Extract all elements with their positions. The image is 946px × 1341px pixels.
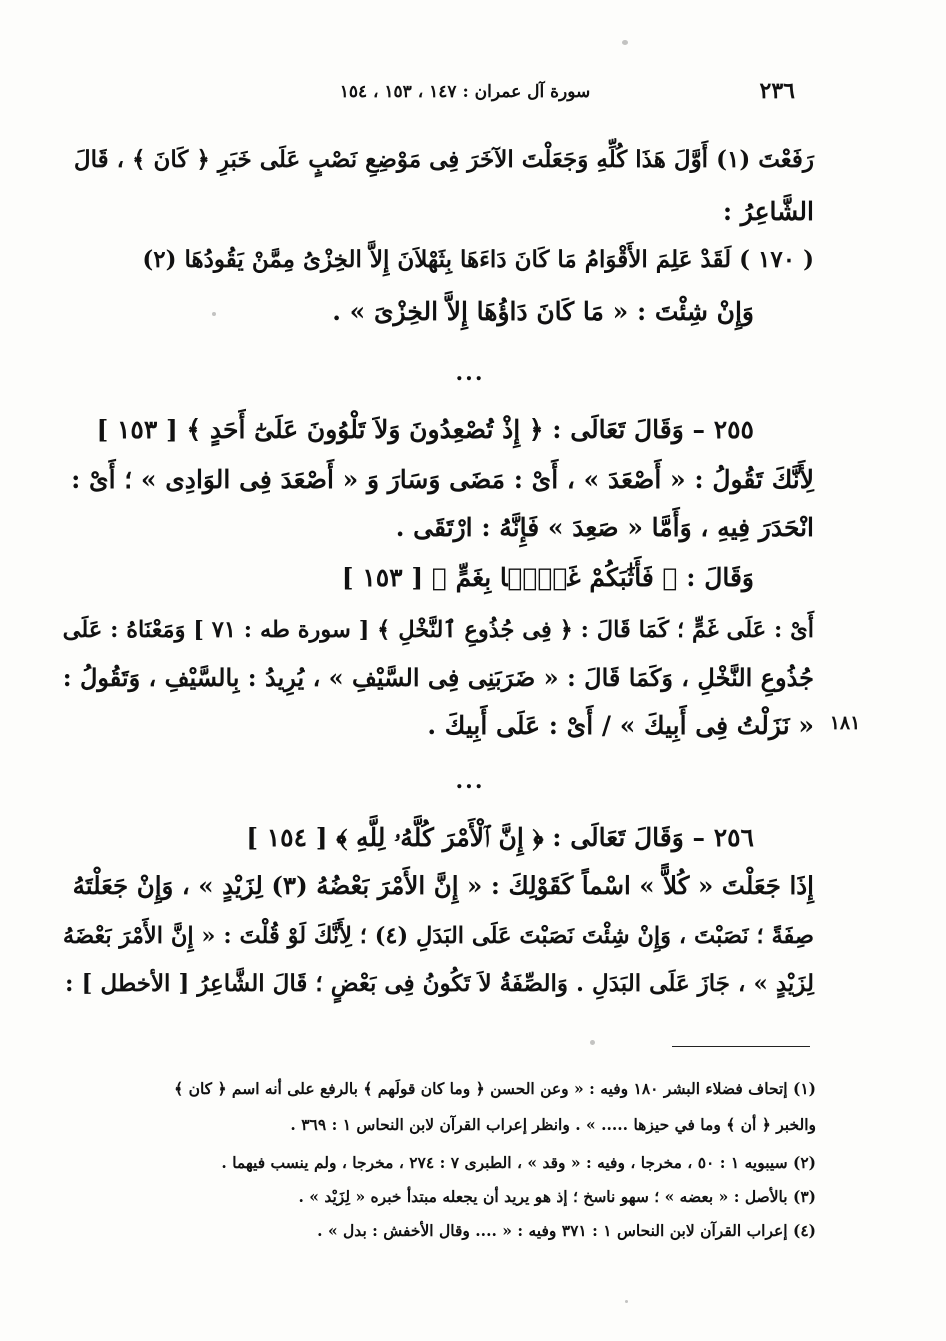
body-line: جُذُوعِ النَّخْلِ ، وَكَمَا قَالَ : « ضَرَبَنِى فِى السَّيْفِ » ، يُرِيدُ : بِالسَّيْفِ ، وَتَقُولُ : <box>62 663 814 692</box>
section-heading: ٢٥٥ – وَقَالَ تَعَالَى : ﴿ إِذْ تُصْعِدُونَ وَلاَ تَلْوُونَ عَلَىٰٓ أَحَدٍ ﴾ [ ١٥٣ ] <box>96 415 754 444</box>
section-heading: ٢٥٦ – وَقَالَ تَعَالَى : ﴿ إِنَّ ٱلْأَمْرَ كُلَّهُۥ لِلَّهِ ﴾ [ ١٥٤ ] <box>246 823 754 852</box>
body-line: صِفَةً ؛ نَصَبْتَ ، وَإِنْ شِئْتَ نَصَبْتَ عَلَى البَدَلِ (٤) ؛ لِأَنَّكَ لَوْ قُلْتَ : « إِنَّ الأَمْرَ بَعْضَهُ <box>62 923 814 949</box>
scan-speck <box>622 40 628 45</box>
body-line: أَىْ : عَلَى غَمٍّ ؛ كَمَا قَالَ : ﴿ فِى جُذُوعِ ٱلنَّخْلِ ﴾ [ سورة طه : ٧١ ] وَمَعْنَاهُ : عَلَى <box>62 617 814 643</box>
footnote-divider <box>672 1046 810 1047</box>
section-separator: ... <box>455 360 485 386</box>
footnote: (٢) سيبويه ١ : ٥٠ ، مخرجا ، وفيه : « وقد » ، الطبرى ٧ : ٢٧٤ ، مخرجا ، ولم ينسب فيهما . <box>221 1153 816 1172</box>
body-line: وَقَالَ : ﴿ فَأَثَٰبَكُمْ غَمًّۢا بِغَمٍّ ﴾ [ ١٥٣ ] <box>341 563 754 592</box>
body-line: رَفَعْتَ (١) أَوَّلَ هَذَا كُلِّهِ وَجَعَلْتَ الآخَرَ فِى مَوْضِعِ نَصْبٍ عَلَى خَبَرِ ﴿ كَانَ ﴾ ، قَالَ <box>73 146 814 173</box>
footnote: (١) إتحاف فضلاء البشر ١٨٠ وفيه : « وعن الحسن ﴿ وما كان قولَهم ﴾ بالرفع على أنه اسم ﴿ كان ﴾ <box>174 1079 816 1098</box>
footnote: والخبر ﴿ أن ﴾ وما في حيزها ..... » . وانظر إعراب القرآن لابن النحاس ١ : ٣٦٩ . <box>290 1115 816 1134</box>
footnote: (٤) إعراب القرآن لابن النحاس ١ : ٣٧١ وفيه : « .... وقال الأخفش : بدل » . <box>317 1221 816 1240</box>
body-line: وَإِنْ شِئْتَ : « مَا كَانَ دَاؤُهَا إِلاَّ الخِزْىَ » . <box>332 297 754 326</box>
verse-line: ( ١٧٠ ) لَقَدْ عَلِمَ الأَقْوَامُ مَا كَانَ دَاءَهَا بِثَهْلاَنَ إِلاَّ الخِزْىُ مِمَّنْ يَقُودُهَا (٢) <box>142 246 814 273</box>
body-line: إِذَا جَعَلْتَ « كُلاًّ » اسْماً كَقَوْلِكَ : « إِنَّ الأَمْرَ بَعْضُهُ (٣) لِزَيْدٍ » ، وَإِنْ جَعَلْتَهُ <box>72 871 814 900</box>
body-line: لِزَيْدٍ » ، جَازَ عَلَى البَدَلِ . وَالصِّفَةُ لاَ تَكُونُ فِى بَعْضٍ ؛ قَالَ الشَّاعِرُ [ الأخطل ] : <box>65 970 814 997</box>
scan-speck <box>590 1040 595 1045</box>
body-line: الشَّاعِرُ : <box>722 197 814 226</box>
running-header-title: سورة آل عمران : ١٤٧ ، ١٥٣ ، ١٥٤ <box>339 82 591 102</box>
body-line: انْحَدَرَ فِيهِ ، وَأَمَّا « صَعِدَ » فَإِنَّهُ : ارْتَقَى . <box>395 513 814 542</box>
scan-speck <box>212 312 216 316</box>
scan-speck <box>625 1300 628 1303</box>
body-line: « نَزَلْتُ فِى أَبِيكَ » / أَىْ : عَلَى أَبِيكَ . <box>427 711 814 740</box>
page-number: ٢٣٦ <box>759 78 795 104</box>
body-line: لِأَنَّكَ تَقُولُ : « أَصْعَدَ » ، أَىْ : مَضَى وَسَارَ وَ « أَصْعَدَ فِى الوَادِى » ؛ أَىْ : <box>71 465 814 494</box>
footnote: (٣) بالأصل : « بعضه » ؛ سهو ناسخ ؛ إذ هو يريد أن يجعله مبتدأ خبره « لِزَيْد » . <box>298 1187 816 1206</box>
margin-page-number: ١٨١ <box>829 712 861 734</box>
section-separator: ... <box>455 768 485 794</box>
